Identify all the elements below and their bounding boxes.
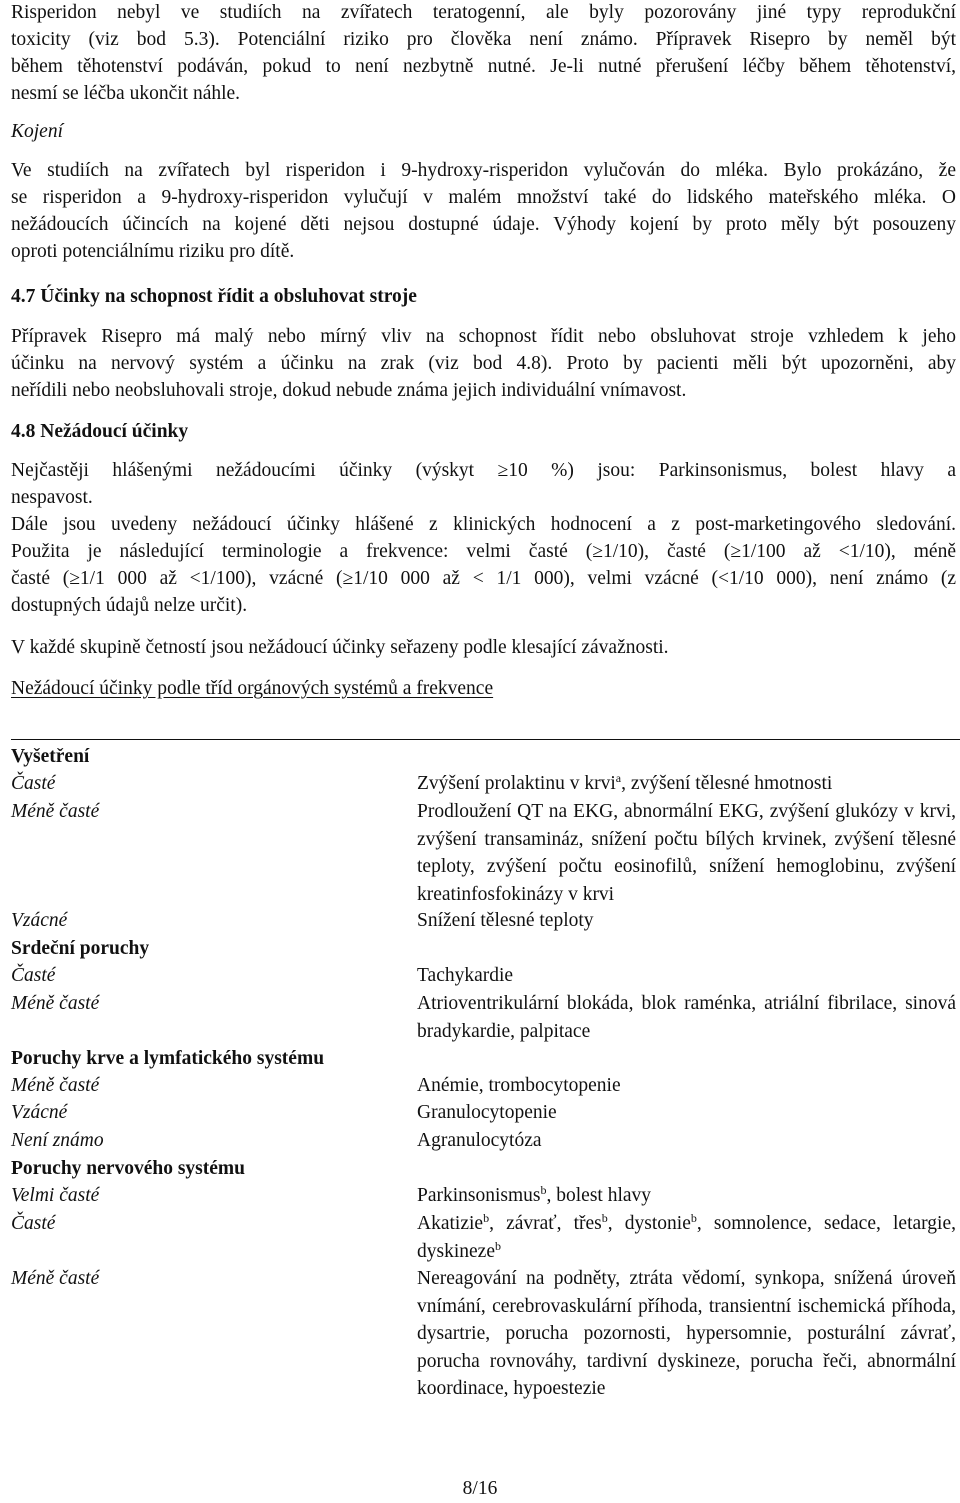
soc-heading-krev: Poruchy krve a lymfatického systému [11,1048,325,1069]
adverse-effects-text: Tachykardie [417,965,514,986]
section-4-8-p2-line-4: dostupných údajů nelze určit). [11,595,248,616]
adverse-effects-text: Granulocytopenie [417,1102,557,1123]
adverse-effects-text: Anémie, trombocytopenie [417,1075,621,1096]
frequency-label: Vzácné [11,910,68,931]
section-4-7-line-3: neřídili nebo neobsluhovali stroje, dokud nebude známa jejich individuální vnímavost. [11,380,687,401]
page-number: 8/16 [462,1478,498,1499]
section-4-8-p3: V každé skupině četností jsou nežádoucí účinky seřazeny podle klesající závažnosti. [11,637,669,658]
adverse-effects-text: Nereagování na podněty, ztráta vědomí, synkopa, snížená úroveň vnímání, cerebrovaskulární příhoda, transientní ischemická příhoda, dysartrie, porucha pozornosti, hypersomnie, posturální závrať, porucha rovnováhy, tardivní dyskineze, porucha řeči, abnormální koordinace, hypoestezie [417,1268,956,1399]
kojeni-line-3: nežádoucích účincích na kojené děti nejsou dostupné údaje. Výhody kojení by proto měly být posouzeny [11,214,956,235]
intro-line-3: během těhotenství podáván, pokud to není nezbytně nutné. Je-li nutné přerušení léčby během těhotenství, [11,56,956,77]
frequency-label: Méně časté [11,1075,100,1096]
adverse-effects-text: Atrioventrikulární blokáda, blok raménka, atriální fibrilace, sinová bradykardie, palpitace [417,993,956,1042]
adverse-effects-text: Snížení tělesné teploty [417,910,594,931]
intro-line-1: Risperidon nebyl ve studiích na zvířatech teratogenní, ale byly pozorovány jiné typy reprodukční [11,2,956,23]
table-title: Nežádoucí účinky podle tříd orgánových systémů a frekvence [11,678,494,699]
adverse-effects-text: Agranulocytóza [417,1130,542,1151]
kojeni-heading: Kojení [11,121,63,142]
adverse-effects-text: Zvýšení prolaktinu v krvi$^a$, zvýšení tělesné hmotnosti [417,771,833,794]
table-top-rule [11,739,960,740]
soc-heading-vysetreni: Vyšetření [11,746,90,767]
section-4-7-heading: 4.7 Účinky na schopnost řídit a obsluhovat stroje [11,286,417,307]
section-4-8-p2-line-3: časté (≥1/1 000 až <1/100), vzácné (≥1/10 000 až < 1/1 000), velmi vzácné (<1/10 000), není známo (z [11,568,956,589]
frequency-label: Velmi časté [11,1185,100,1206]
frequency-label: Méně časté [11,993,100,1014]
kojeni-line-1: Ve studiích na zvířatech byl risperidon i 9-hydroxy-risperidon vylučován do mléka. Bylo prokázáno, že [11,160,956,181]
kojeni-line-4: oproti potenciálnímu riziku pro dítě. [11,241,295,262]
frequency-label: Méně časté [11,801,100,822]
section-4-7-line-1: Přípravek Risepro má malý nebo mírný vliv na schopnost řídit nebo obsluhovat stroje vzhledem k jeho [11,326,956,347]
adverse-effects-text: Parkinsonismus$^b$, bolest hlavy [417,1183,652,1206]
adverse-effects-text: Prodloužení QT na EKG, abnormální EKG, zvýšení glukózy v krvi, zvýšení transamináz, snížení počtu bílých krvinek, zvýšení tělesné teploty, zvýšení počtu eosinofilů, snížení hemoglobinu, zvýšení kreatinfosfokinázy v krvi [417,801,956,905]
frequency-label: Vzácné [11,1102,68,1123]
intro-line-4: nesmí se léčba ukončit náhle. [11,83,241,104]
frequency-label: Méně časté [11,1268,100,1289]
soc-heading-srdecni: Srdeční poruchy [11,938,150,959]
intro-line-2: toxicity (viz bod 5.3). Potenciální riziko pro člověka není známo. Přípravek Risepro by neměl být [11,29,956,50]
adverse-effects-text: Akatizie$^b$, závrať, třes$^b$, dystonie$^b$, somnolence, sedace, letargie, dyskineze$^b$ [417,1211,956,1262]
section-4-8-p1-line-1: Nejčastěji hlášenými nežádoucími účinky (výskyt ≥10 %) jsou: Parkinsonismus, bolest hlavy a [11,460,956,481]
section-4-8-heading: 4.8 Nežádoucí účinky [11,421,189,442]
frequency-label: Není známo [11,1130,104,1151]
section-4-8-p2-line-1: Dále jsou uvedeny nežádoucí účinky hlášené z klinických hodnocení a z post-marketingového sledování. [11,514,956,535]
kojeni-line-2: se risperidon a 9-hydroxy-risperidon vylučují v malém množství také do lidského mateřského mléka. O [11,187,956,208]
section-4-8-p2-line-2: Použita je následující terminologie a frekvence: velmi časté (≥1/10), časté (≥1/100 až <1/10), méně [11,541,956,562]
frequency-label: Časté [11,1213,56,1234]
soc-heading-nervovy: Poruchy nervového systému [11,1158,245,1179]
frequency-label: Časté [11,773,56,794]
section-4-7-line-2: účinku na nervový systém a účinku na zrak (viz bod 4.8). Proto by pacienti měli být upozorněni, aby [11,353,956,374]
frequency-label: Časté [11,965,56,986]
section-4-8-p1-line-2: nespavost. [11,487,93,508]
